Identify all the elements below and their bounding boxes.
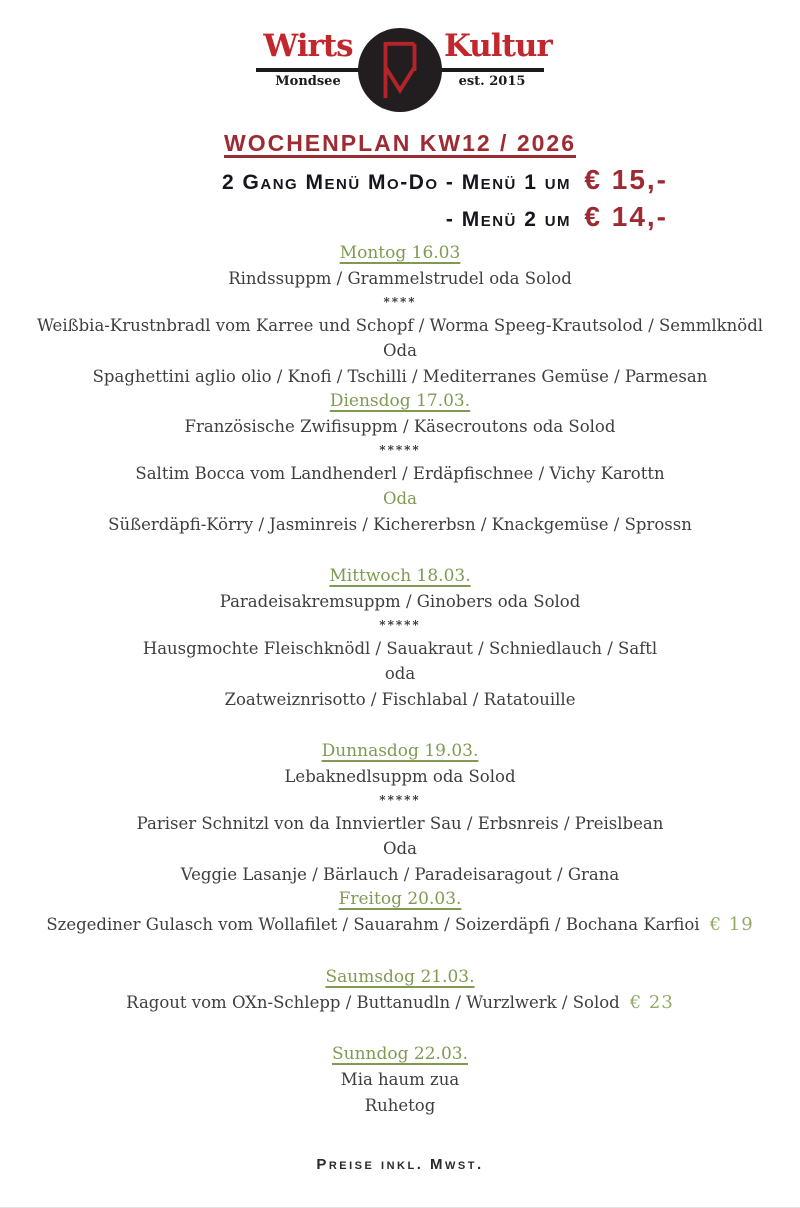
menu-line [0,512,800,538]
logo-brand-left: Wirts [263,28,353,64]
menu-line [0,811,800,837]
menu-line-text: ***** [379,792,421,807]
course-separator [0,615,800,636]
course-separator [0,440,800,461]
menu-line [0,486,800,512]
menu-line [0,313,800,339]
menu-line-text: Hausgmochte Fleischknödl / Sauakraut / Schniedlauch / Saftl [142,638,658,658]
menu-offer-label-2: - Menü 2 um [445,208,572,231]
menu-line-text: Spaghettini aglio olio / Knofi / Tschilli / Mediterranes Gemüse / Parmesan [92,366,708,386]
menu-line-text: Ragout vom OXn-Schlepp / Buttanudln / Wurzlwerk / Solod [126,992,620,1012]
day-heading: Dunnasdog 19.03. [321,741,479,761]
day-heading: Diensdog 17.03. [329,391,471,411]
course-separator [0,790,800,811]
menu-line [0,364,800,390]
menu-line-text: Oda [383,489,417,508]
menu-line [0,687,800,713]
logo-sub-left: Mondsee [275,74,341,89]
menu-line [0,1093,800,1119]
menu-line-text: ***** [379,617,421,632]
day-section [0,739,800,887]
footer-note: Preise inkl. Mwst. [316,1156,484,1173]
menu-line-text: Französische Zwifisuppm / Käsecroutons oda Solod [184,417,616,436]
menu-line-text: Zoatweiznrisotto / Fischlabal / Ratatouille [224,689,576,709]
day-section [0,965,800,1016]
menu-line-text: Ruhetog [364,1095,436,1115]
menu-offer-line-1 [0,163,668,200]
menu-line [0,1067,800,1093]
menu-line-text: Oda [383,341,417,360]
menu-line [0,461,800,487]
menu-line [0,589,800,615]
menu-line-text: Weißbia-Krustnbradl vom Karree und Schopf / Worma Speeg-Krautsolod / Semmlknödl [36,315,764,335]
menu-line-text: Oda [383,839,417,858]
menu-offer-line-2 [0,200,668,237]
day-heading: Mittwoch 18.03. [329,566,471,586]
menu-2-price: € 14,- [584,201,668,232]
logo-sub-right: est. 2015 [458,74,526,89]
menu-line [0,764,800,790]
menu-line [0,414,800,440]
weekly-menu [0,241,800,1118]
logo-circle [358,28,442,112]
menu-line [0,862,800,888]
day-section [0,1042,800,1118]
dish-price: € 19 [709,914,754,935]
menu-line [0,266,800,292]
logo-left-column [260,26,356,114]
menu-line-text: Veggie Lasanje / Bärlauch / Paradeisaragout / Grana [180,864,620,884]
menu-line-text: Lebaknedlsuppm oda Solod [284,767,516,786]
dish-price: € 23 [629,991,674,1013]
logo-right-column [444,26,552,114]
menu-line [0,990,800,1016]
course-separator [0,292,800,313]
w-monogram-icon [377,40,423,100]
day-heading: Sunndog 22.03. [332,1044,468,1064]
logo-brand-right: Kultur [444,28,552,64]
menu-line [0,912,800,938]
menu-offer [0,163,800,237]
menu-line-text: Mia haum zua [340,1070,460,1089]
day-section [0,564,800,712]
page-title: WOCHENPLAN KW12 / 2026 [223,130,576,156]
day-section [0,887,800,938]
logo [260,26,552,114]
menu-line-text: **** [383,294,417,309]
menu-line-text: Süßerdäpfi-Körry / Jasminreis / Kichererbsn / Knackgemüse / Sprossn [108,514,692,534]
day-heading: Montog 16.03 [339,243,461,263]
day-heading: Freitog 20.03. [338,889,462,909]
menu-line [0,661,800,687]
menu-line-text: Rindssuppm / Grammelstrudel oda Solod [228,269,572,288]
menu-line-text: Pariser Schnitzl von da Innviertler Sau / Erbsnreis / Preislbean [136,813,664,833]
menu-line-text: ***** [379,442,421,457]
day-section [0,389,800,537]
menu-offer-label-1: 2 Gang Menü Mo-Do - Menü 1 um [222,171,572,194]
menu-line-text: Saltim Bocca vom Landhenderl / Erdäpfischnee / Vichy Karottn [135,463,665,483]
menu-line-text: Szegediner Gulasch vom Wollafilet / Sauarahm / Soizerdäpfi / Bochana Karfioi [46,915,700,934]
menu-line [0,836,800,862]
day-heading: Saumsdog 21.03. [325,966,475,987]
day-section [0,241,800,389]
menu-line [0,338,800,364]
menu-line-text: oda [384,664,416,683]
menu-line [0,636,800,662]
menu-1-price: € 15,- [584,164,668,195]
menu-line-text: Paradeisakremsuppm / Ginobers oda Solod [219,592,581,611]
